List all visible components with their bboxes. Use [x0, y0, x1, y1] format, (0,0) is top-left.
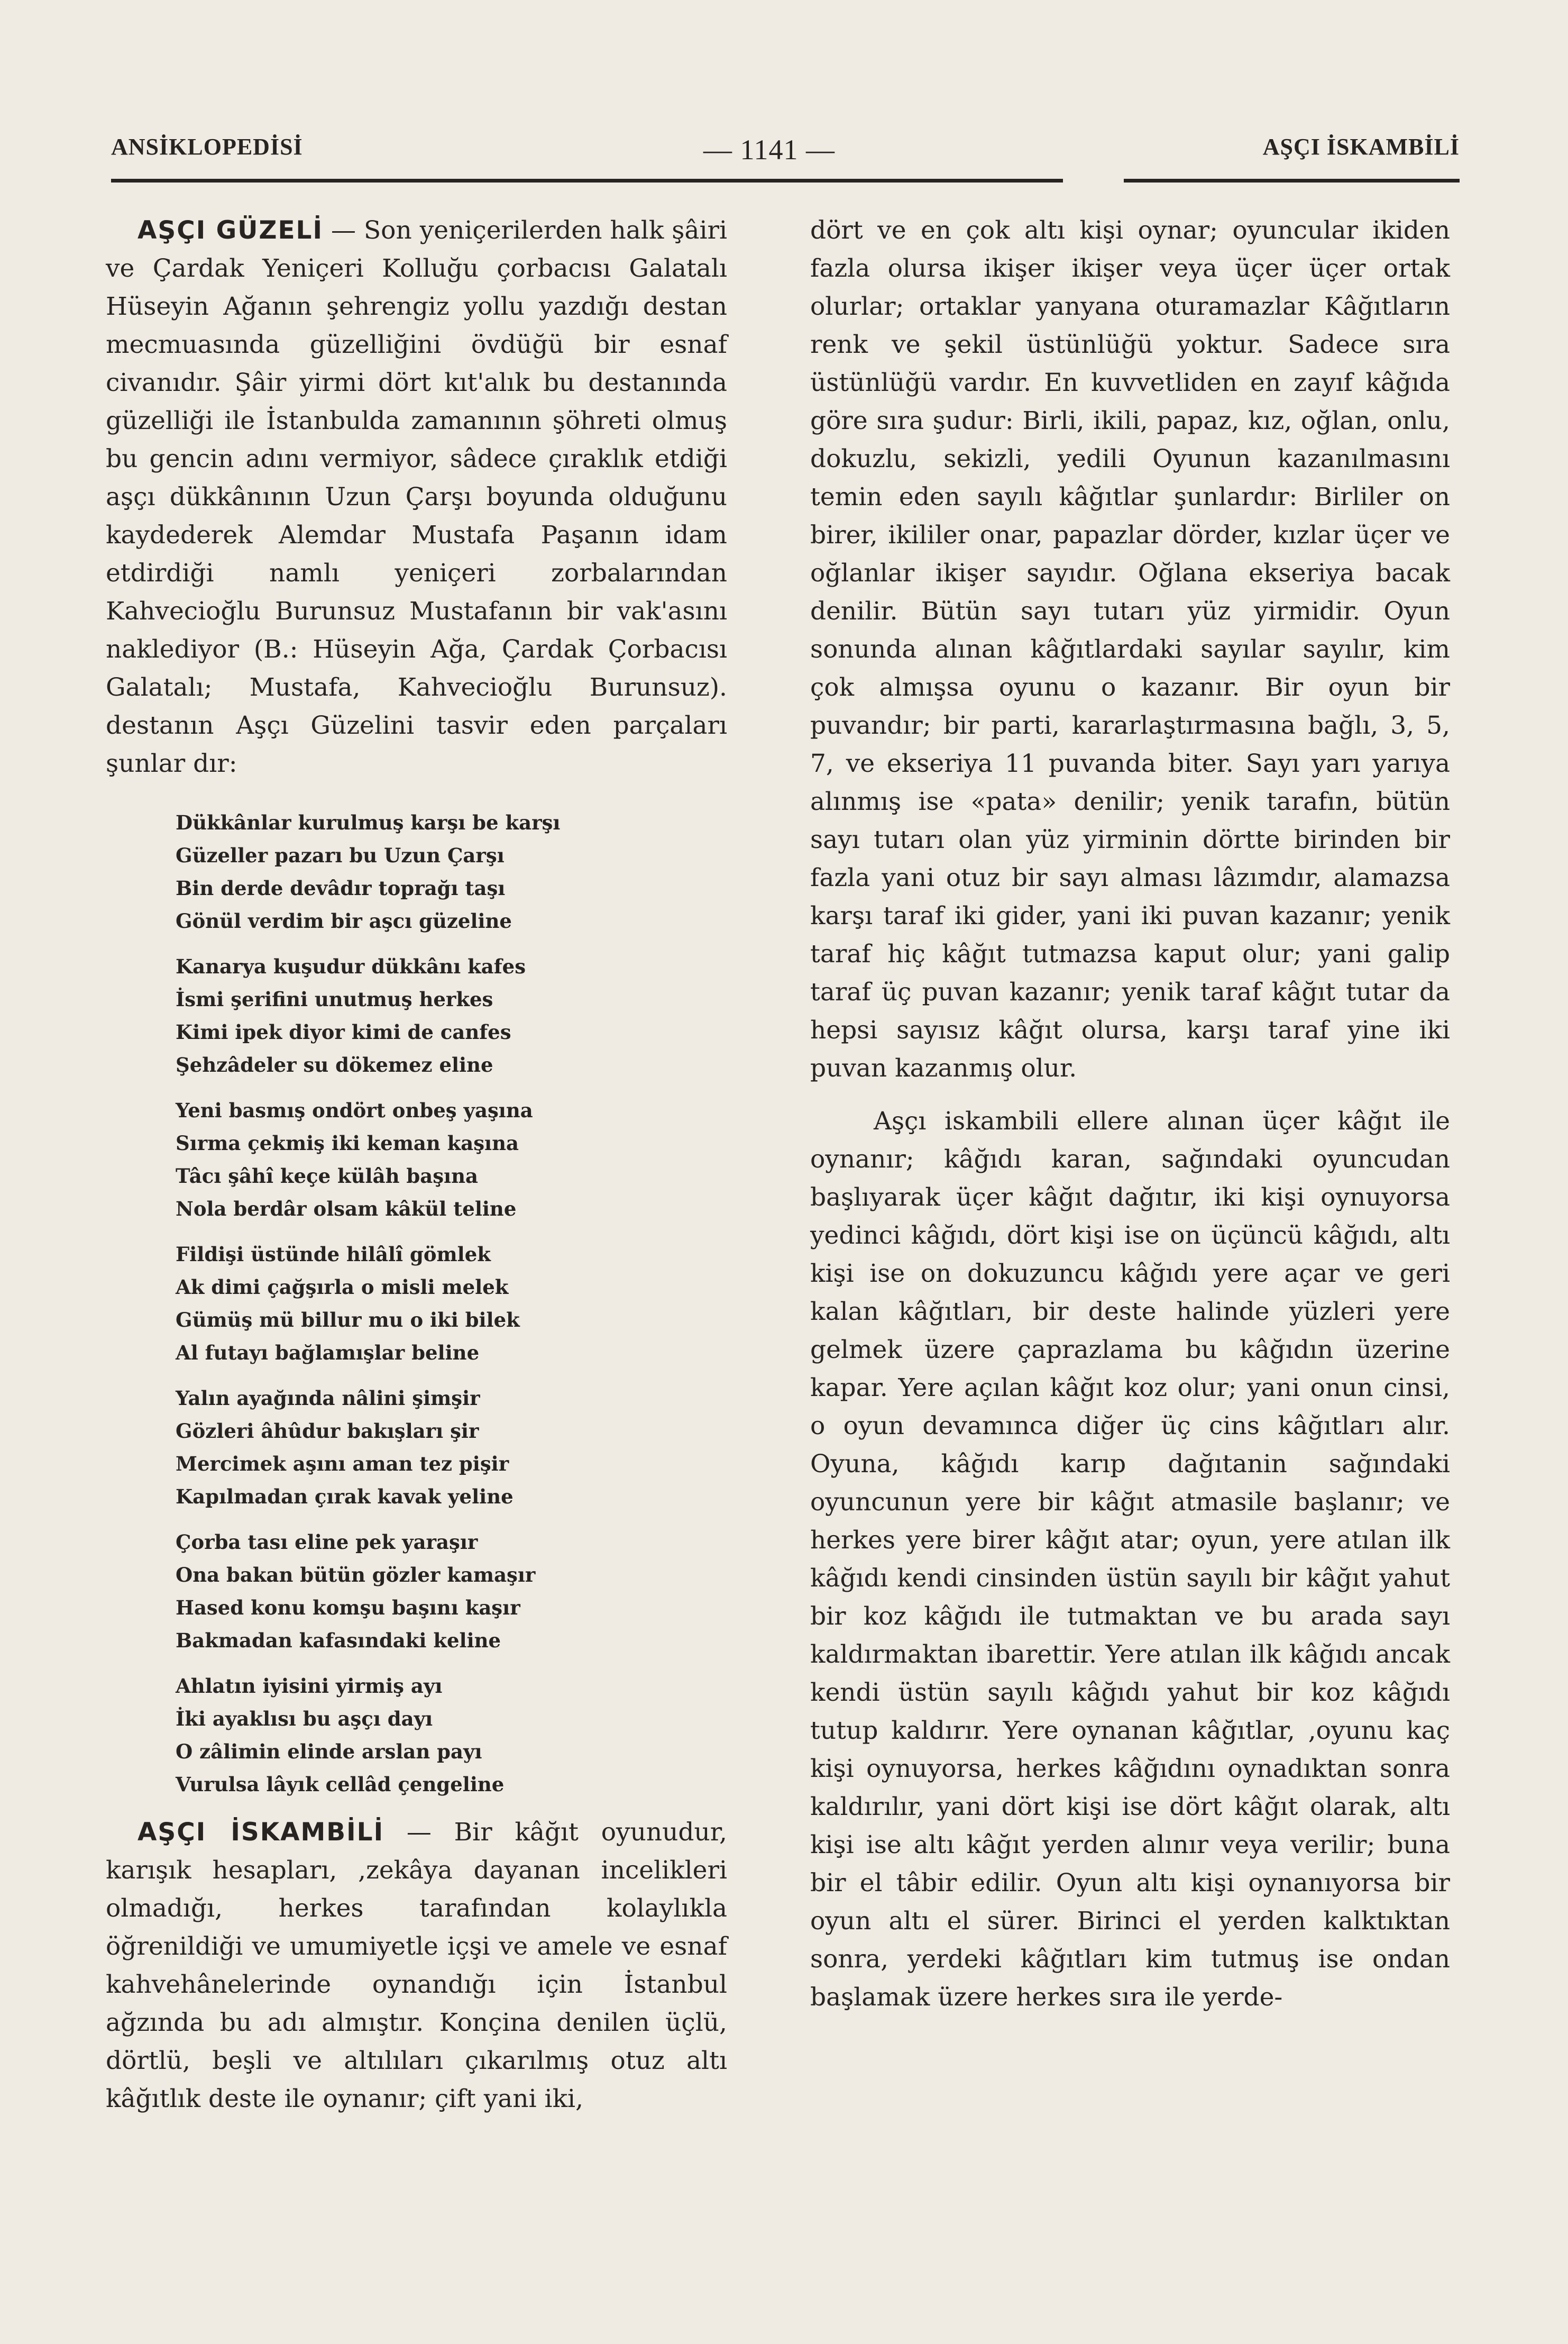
- poem-line: Güzeller pazarı bu Uzun Çarşı: [176, 844, 505, 867]
- page-header: [111, 133, 1460, 181]
- entry-asci-guzeli: [106, 212, 727, 783]
- poem-line: Çorba tası eline pek yaraşır: [176, 1530, 478, 1554]
- poem-stanza: [176, 1382, 727, 1513]
- page-number: — 1141 —: [703, 134, 835, 166]
- poem-stanza: [176, 950, 727, 1081]
- running-head-left: ANSİKLOPEDİSİ: [111, 134, 303, 160]
- poem-line: Dükkânlar kurulmuş karşı be karşı: [176, 811, 561, 834]
- poem-stanza: [176, 1670, 727, 1801]
- poem-stanza: [176, 806, 727, 937]
- entry-asci-iskambili: [106, 1813, 727, 2118]
- poem-line: Ak dimi çağşırla o misli melek: [176, 1275, 509, 1299]
- poem-line: Yeni basmış ondört onbeş yaşına: [176, 1099, 533, 1122]
- poem-line: Ona bakan bütün gözler kamaşır: [176, 1563, 536, 1586]
- poem-stanza: [176, 1526, 727, 1657]
- header-rule-right: [1124, 179, 1460, 183]
- poem-line: Gümüş mü billur mu o iki bilek: [176, 1308, 520, 1331]
- paragraph: Aşçı iskambili ellere alınan üçer kâğıt ile oynanır; kâğıdı karan, sağındaki oyuncudan başlıyarak üçer kâğıt dağıtır, iki kişi oynuyorsa yedinci kâğıdı, dört kişi ise on üçüncü kâğıdı, altı kişi ise on dokuzuncu kâğıdı yere açar ve geri kalan kâğıtları, bir deste halinde yüzleri yere gelmek üzere çaprazlama bu kâğıdın üzerine kapar. Yere açılan kâğıt koz olur; yani onun cinsi, o oyun devamınca diğer üç cins kâğıtları alır. Oyuna, kâğıdı karıp dağıtanin sağındaki oyuncunun yere bir kâğıt atmasile başlanır; ve herkes yere birer kâğıt atar; oyun, yere atılan ilk kâğıdı kendi cinsinden üstün sayılı bir kâğıt yahut bir koz kâğıdı ile tutmaktan ve bu arada sayı kaldırmaktan ibarettir. Yere atılan ilk kâğıdı ancak kendi üstün sayılı kâğıdı yahut bir koz kâğıdı tutup kaldırır. Yere oynanan kâğıtlar, ,oyunu kaç kişi oynuyorsa, herkes kâğıdını oynadıktan sonra kaldırılır, yani dört kişi ise dört kâğıt olarak, altı kişi ise altı kâğıt yerden alınır veya verilir; buna bir el tâbir edilir. Oyun altı kişi oynanıyorsa bir oyun altı el sürer. Birinci el yerden kalktıktan sonra, yerdeki kâğıtları kim tutmuş ise ondan başlamak üzere herkes sıra ile yerde-: [810, 1107, 1450, 2012]
- paragraph: dört ve en çok altı kişi oynar; oyuncular ikiden fazla olursa ikişer ikişer veya üçer üçer ortak olurlar; ortaklar yanyana oturamazlar Kâğıtların renk ve şekil üstünlüğü yoktur. Sadece sıra üstünlüğü vardır. En kuvvetliden en zayıf kâğıda göre sıra şudur: Birli, ikili, papaz, kız, oğlan, onlu, dokuzlu, sekizli, yedili Oyunun kazanılmasını temin eden sayılı kâğıtlar şunlardır: Birliler on birer, ikililer onar, papazlar dörder, kızlar üçer ve oğlanlar ikişer sayıdır. Oğlana ekseriya bacak denilir. Bütün sayı tutarı yüz yirmidir. Oyun sonunda alınan kâğıtlardaki sayılar sayılır, kim çok almışsa oyunu o kazanır. Bir oyun bir puvandır; bir parti, kararlaştırmasına bağlı, 3, 5, 7, ve ekseriya 11 puvanda biter. Sayı yarı yarıya alınmış ise «pata» denilir; yenik tarafın, bütün sayı tutarı olan yüz yirminin dörtte birinden bir fazla yani otuz bir sayı alması lâzımdır, alamazsa karşı taraf iki gider, yani iki puvan kazanır; yenik taraf hiç kâğıt tutmazsa kaput olur; yani galip taraf üç puvan kazanır; yenik taraf kâğıt tutar da hepsi sayısız kâğıt olursa, karşı taraf yine iki puvan kazanmış olur.: [810, 216, 1450, 1083]
- poem-line: Ahlatın iyisini yirmiş ayı: [176, 1674, 443, 1698]
- entry-body: — Bir kâğıt oyunudur, karışık hesapları, ,zekâya dayanan incelikleri olmadığı, herkes tarafından kolaylıkla öğrenildiği ve umumiyetle içşi ve amele ve esnaf kahvehânelerinde oynandığı için İstanbul ağzında bu adı almıştır. Konçina denilen üçlü, dörtlü, beşli ve altılıları çıkarılmış otuz altı kâğıtlık deste ile oynanır; çift yani iki,: [106, 1818, 727, 2113]
- poem-line: Gözleri âhûdur bakışları şir: [176, 1419, 479, 1443]
- poem-line: O zâlimin elinde arslan payı: [176, 1740, 482, 1763]
- poem-line: Tâcı şâhî keçe külâh başına: [176, 1164, 478, 1188]
- poem-line: Bin derde devâdır toprağı taşı: [176, 877, 506, 900]
- running-head-right: AŞÇI İSKAMBİLİ: [1262, 134, 1460, 160]
- poem-stanza: [176, 1238, 727, 1369]
- right-column: [810, 212, 1450, 2017]
- entry-body: — Son yeniçerilerden halk şâiri ve Çardak Yeniçeri Kolluğu çorbacısı Galatalı Hüseyin Ağanın şehrengiz yollu yazdığı destan mecmuasında güzelliğini övdüğü bir esnaf civanıdır. Şâir yirmi dört kıt'alık bu destanında güzelliği ile İstanbulda zamanının şöhreti olmuş bu gencin adını vermiyor, sâdece çıraklık etdiği aşçı dükkânının Uzun Çarşı boyunda olduğunu kaydederek Alemdar Mustafa Paşanın idam etdirdiği namlı yeniçeri zorbalarından Kahvecioğlu Burunsuz Mustafanın bir vak'asını naklediyor (B.: Hüseyin Ağa, Çardak Çorbacısı Galatalı; Mustafa, Kahvecioğlu Burunsuz). destanın Aşçı Güzelini tasvir eden parçaları şunlar dır:: [106, 216, 727, 778]
- entry-title: AŞÇI İSKAMBİLİ: [137, 1818, 384, 1847]
- poem-line: İki ayaklısı bu aşçı dayı: [176, 1707, 433, 1730]
- poem-line: Fildişi üstünde hilâlî gömlek: [176, 1243, 491, 1266]
- poem-line: Yalın ayağında nâlini şimşir: [176, 1387, 480, 1410]
- poem-line: Kapılmadan çırak kavak yeline: [176, 1485, 514, 1508]
- poem-line: Gönül verdim bir aşcı güzeline: [176, 909, 512, 933]
- poem-line: Sırma çekmiş iki keman kaşına: [176, 1132, 519, 1155]
- left-column: [106, 212, 727, 2118]
- entry-title: AŞÇI GÜZELİ: [137, 216, 323, 245]
- poem-line: Hased konu komşu başını kaşır: [176, 1596, 520, 1619]
- poem-line: Nola berdâr olsam kâkül teline: [176, 1197, 517, 1220]
- poem-line: Bakmadan kafasındaki keline: [176, 1629, 501, 1652]
- poem-line: Mercimek aşını aman tez pişir: [176, 1452, 509, 1475]
- poem-line: Kimi ipek diyor kimi de canfes: [176, 1020, 511, 1044]
- poem: [176, 806, 727, 1801]
- header-rule-left: [111, 179, 1063, 183]
- poem-line: Al futayı bağlamışlar beline: [176, 1341, 480, 1364]
- poem-line: Vurulsa lâyık cellâd çengeline: [176, 1773, 505, 1796]
- poem-stanza: [176, 1094, 727, 1225]
- poem-line: İsmi şerifini unutmuş herkes: [176, 988, 493, 1011]
- poem-line: Şehzâdeler su dökemez eline: [176, 1053, 493, 1077]
- poem-line: Kanarya kuşudur dükkânı kafes: [176, 955, 526, 978]
